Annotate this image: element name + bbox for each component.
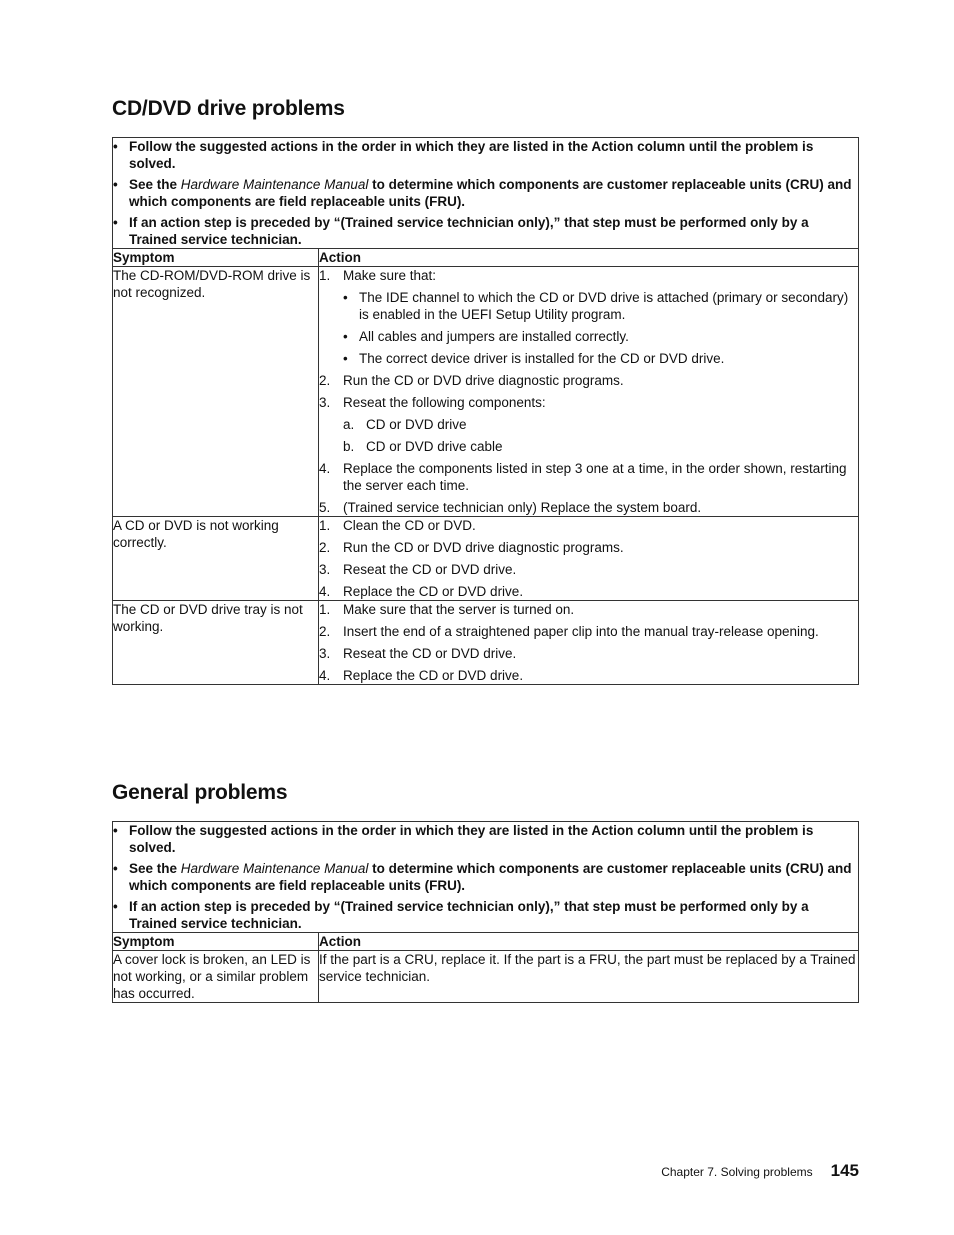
action-step bbox=[319, 460, 858, 494]
sub-text: All cables and jumpers are installed correctly. bbox=[359, 329, 629, 344]
bullet-icon: • bbox=[113, 215, 118, 230]
bullet-icon: • bbox=[113, 177, 118, 192]
note-text bbox=[129, 176, 858, 210]
step-text: Run the CD or DVD drive diagnostic programs. bbox=[343, 540, 624, 555]
step-body bbox=[343, 583, 858, 600]
step-number: 3. bbox=[319, 562, 331, 577]
step-body bbox=[343, 394, 858, 455]
page-footer bbox=[661, 1161, 859, 1181]
step-number: 1. bbox=[319, 268, 331, 283]
step-text: Replace the components listed in step 3 one at a time, in the order shown, restarting the server each time. bbox=[343, 461, 847, 493]
action-step bbox=[319, 623, 858, 640]
step-number: 4. bbox=[319, 461, 331, 476]
action-step bbox=[319, 561, 858, 578]
step-text: (Trained service technician only) Replace the system board. bbox=[343, 500, 702, 515]
step-text: Run the CD or DVD drive diagnostic programs. bbox=[343, 373, 624, 388]
note-item bbox=[113, 860, 858, 894]
action-step bbox=[319, 517, 858, 534]
note-text bbox=[129, 822, 858, 856]
section-title-general: General problems bbox=[112, 781, 288, 804]
step-number: 4. bbox=[319, 668, 331, 683]
step-body bbox=[343, 460, 858, 494]
step-text: Reseat the CD or DVD drive. bbox=[343, 646, 517, 661]
manual-title: Hardware Maintenance Manual bbox=[180, 177, 369, 192]
table-row bbox=[113, 267, 859, 517]
section-title-cd-dvd: CD/DVD drive problems bbox=[112, 97, 345, 120]
sub-bullet-item bbox=[343, 289, 858, 323]
sub-letter: b. bbox=[343, 439, 355, 454]
note-text-pre: If an action step is preceded by “(Trained service technician only),” that step must be performed only by a Trained service technician. bbox=[129, 899, 809, 931]
step-body bbox=[343, 267, 858, 367]
sub-bullet-item bbox=[343, 350, 858, 367]
step-body bbox=[343, 372, 858, 389]
bullet-icon: • bbox=[113, 861, 118, 876]
step-number: 1. bbox=[319, 602, 331, 617]
cd-dvd-problems-table bbox=[112, 137, 859, 685]
note-item bbox=[113, 214, 858, 248]
table-row bbox=[113, 517, 859, 601]
step-number: 4. bbox=[319, 584, 331, 599]
step-text: Reseat the CD or DVD drive. bbox=[343, 562, 517, 577]
note-text bbox=[129, 214, 858, 248]
note-item bbox=[113, 138, 858, 172]
step-body bbox=[343, 517, 858, 534]
action-step bbox=[319, 394, 858, 455]
page-number: 145 bbox=[830, 1161, 859, 1180]
sub-lettered-item bbox=[343, 416, 858, 433]
action-cell bbox=[319, 517, 859, 601]
step-text: Replace the CD or DVD drive. bbox=[343, 584, 524, 599]
step-body bbox=[343, 499, 858, 516]
note-item bbox=[113, 176, 858, 210]
note-text-post: to determine which components are customer replaceable units (CRU) and which components are field replaceable units (FRU). bbox=[129, 177, 852, 209]
step-number: 1. bbox=[319, 518, 331, 533]
note-text-pre: Follow the suggested actions in the order in which they are listed in the Action column until the problem is solved. bbox=[129, 139, 814, 171]
sub-text: The IDE channel to which the CD or DVD drive is attached (primary or secondary) is enabled in the UEFI Setup Utility program. bbox=[359, 290, 849, 322]
symptom-cell: The CD or DVD drive tray is not working. bbox=[113, 601, 319, 685]
bullet-icon: • bbox=[113, 139, 118, 154]
action-step bbox=[319, 667, 858, 684]
sub-letter: a. bbox=[343, 417, 355, 432]
step-number: 5. bbox=[319, 500, 331, 515]
footer-chapter: Chapter 7. Solving problems bbox=[661, 1165, 813, 1179]
step-number: 3. bbox=[319, 395, 331, 410]
note-text-post: to determine which components are customer replaceable units (CRU) and which components are field replaceable units (FRU). bbox=[129, 861, 852, 893]
symptom-header: Symptom bbox=[113, 249, 319, 267]
table-row bbox=[113, 951, 859, 1003]
note-item bbox=[113, 898, 858, 932]
bullet-icon: • bbox=[343, 329, 348, 344]
table-notes bbox=[113, 138, 859, 249]
symptom-cell: A CD or DVD is not working correctly. bbox=[113, 517, 319, 601]
step-number: 2. bbox=[319, 373, 331, 388]
action-header: Action bbox=[319, 249, 859, 267]
manual-title: Hardware Maintenance Manual bbox=[180, 861, 369, 876]
step-text: Make sure that the server is turned on. bbox=[343, 602, 575, 617]
general-problems-table bbox=[112, 821, 859, 1003]
step-text: Clean the CD or DVD. bbox=[343, 518, 476, 533]
action-step bbox=[319, 499, 858, 516]
step-number: 2. bbox=[319, 624, 331, 639]
note-text bbox=[129, 860, 858, 894]
bullet-icon: • bbox=[343, 290, 348, 305]
step-body bbox=[343, 623, 858, 640]
step-body bbox=[343, 667, 858, 684]
note-text-pre: If an action step is preceded by “(Trained service technician only),” that step must be performed only by a Trained service technician. bbox=[129, 215, 809, 247]
note-text bbox=[129, 138, 858, 172]
sub-lettered-item bbox=[343, 438, 858, 455]
action-header: Action bbox=[319, 933, 859, 951]
note-text bbox=[129, 898, 858, 932]
action-cell bbox=[319, 601, 859, 685]
note-item bbox=[113, 822, 858, 856]
bullet-icon: • bbox=[343, 351, 348, 366]
symptom-cell: A cover lock is broken, an LED is not working, or a similar problem has occurred. bbox=[113, 951, 319, 1003]
action-step bbox=[319, 645, 858, 662]
note-text-pre: Follow the suggested actions in the order in which they are listed in the Action column until the problem is solved. bbox=[129, 823, 814, 855]
note-text-pre: See the bbox=[129, 177, 181, 192]
step-body bbox=[343, 601, 858, 618]
bullet-icon: • bbox=[113, 823, 118, 838]
action-step bbox=[319, 267, 858, 367]
note-text-pre: See the bbox=[129, 861, 181, 876]
step-text: Replace the CD or DVD drive. bbox=[343, 668, 524, 683]
step-text: Reseat the following components: bbox=[343, 395, 546, 410]
step-text: Insert the end of a straightened paper clip into the manual tray-release opening. bbox=[343, 624, 819, 639]
symptom-header: Symptom bbox=[113, 933, 319, 951]
step-number: 2. bbox=[319, 540, 331, 555]
action-step bbox=[319, 539, 858, 556]
action-step bbox=[319, 583, 858, 600]
step-body bbox=[343, 561, 858, 578]
table-row bbox=[113, 601, 859, 685]
symptom-cell: The CD-ROM/DVD-ROM drive is not recognized. bbox=[113, 267, 319, 517]
action-cell: If the part is a CRU, replace it. If the part is a FRU, the part must be replaced by a Trained service technician. bbox=[319, 951, 859, 1003]
step-body bbox=[343, 539, 858, 556]
sub-text: CD or DVD drive cable bbox=[366, 439, 503, 454]
table-notes bbox=[113, 822, 859, 933]
sub-text: The correct device driver is installed for the CD or DVD drive. bbox=[359, 351, 725, 366]
sub-bullet-item bbox=[343, 328, 858, 345]
bullet-icon: • bbox=[113, 899, 118, 914]
sub-text: CD or DVD drive bbox=[366, 417, 467, 432]
action-step bbox=[319, 372, 858, 389]
action-cell bbox=[319, 267, 859, 517]
action-step bbox=[319, 601, 858, 618]
step-body bbox=[343, 645, 858, 662]
step-text: Make sure that: bbox=[343, 268, 437, 283]
step-number: 3. bbox=[319, 646, 331, 661]
